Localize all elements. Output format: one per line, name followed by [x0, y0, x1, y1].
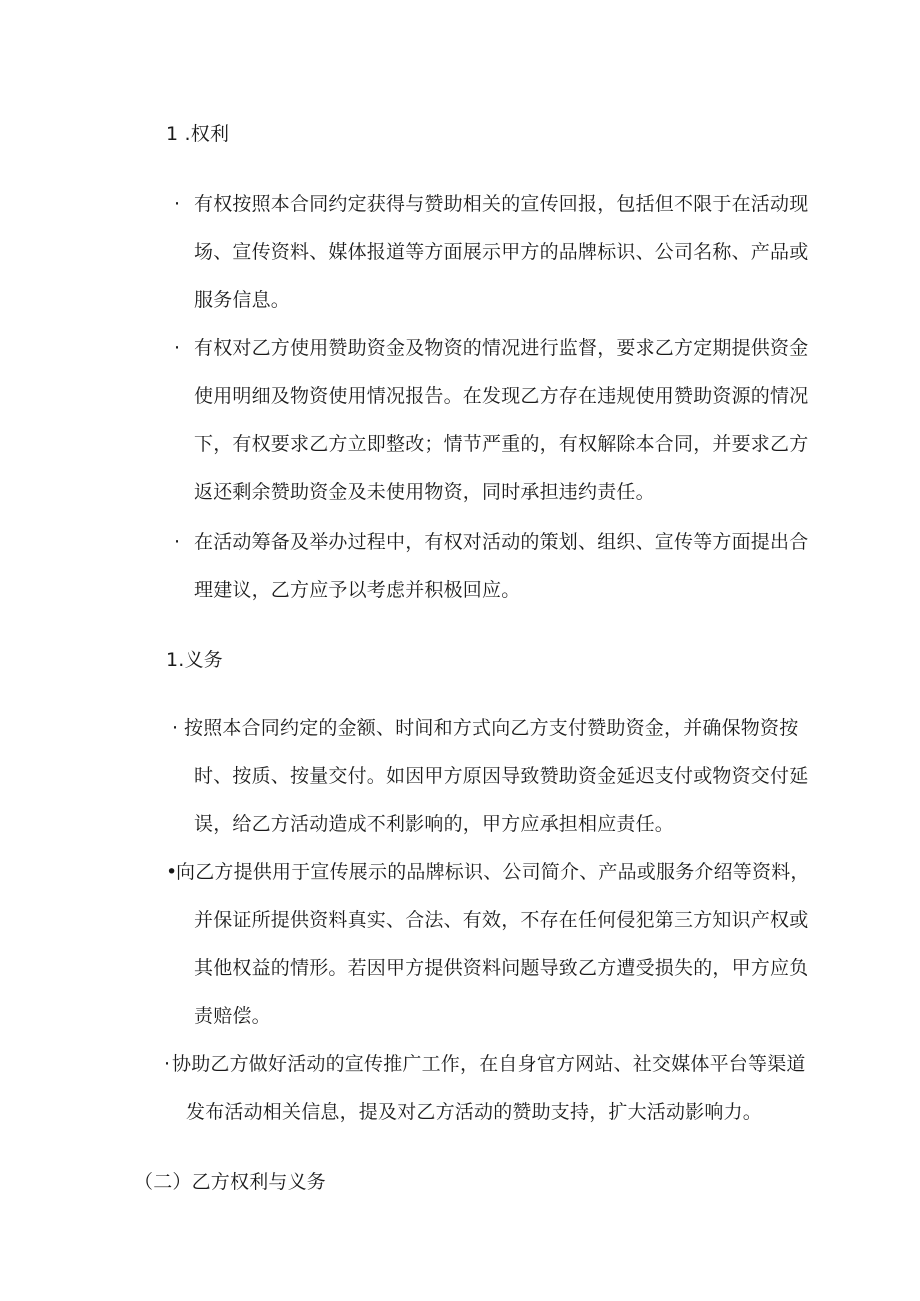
paragraph-line: 责赔偿。	[194, 1005, 271, 1027]
section-heading-party-b: （二）乙方权利与义务	[134, 1171, 327, 1193]
bullet-marker: ·	[174, 531, 181, 553]
paragraph-line: 向乙方提供用于宣传展示的品牌标识、公司简介、产品或服务介绍等资料，	[176, 861, 810, 883]
paragraph-line: 协助乙方做好活动的宣传推广工作，在自身官方网站、社交媒体平台等渠道	[172, 1053, 806, 1075]
paragraph-line: 下，有权要求乙方立即整改；情节严重的，有权解除本合同，并要求乙方	[194, 433, 809, 455]
paragraph-line: 时、按质、按量交付。如因甲方原因导致赞助资金延迟支付或物资交付延	[194, 765, 809, 787]
paragraph-line: 场、宣传资料、媒体报道等方面展示甲方的品牌标识、公司名称、产品或	[194, 241, 809, 263]
section-heading-rights: 1 .权利	[166, 123, 230, 145]
paragraph-line: 理建议，乙方应予以考虑并积极回应。	[194, 579, 521, 601]
paragraph-line: 返还剩余赞助资金及未使用物资，同时承担违约责任。	[194, 481, 655, 503]
paragraph-line: 有权对乙方使用赞助资金及物资的情况进行监督，要求乙方定期提供资金	[194, 337, 809, 359]
paragraph-line: 发布活动相关信息，提及对乙方活动的赞助支持，扩大活动影响力。	[186, 1101, 763, 1123]
paragraph-line: 在活动筹备及举办过程中，有权对活动的策划、组织、宣传等方面提出合	[194, 531, 809, 553]
bullet-marker: ·	[172, 717, 179, 739]
paragraph-line: 误，给乙方活动造成不利影响的，甲方应承担相应责任。	[194, 813, 675, 835]
paragraph-line: 按照本合同约定的金额、时间和方式向乙方支付赞助资金，并确保物资按	[184, 717, 799, 739]
section-heading-obligations: 1.义务	[166, 649, 223, 671]
bullet-marker: ·	[164, 1053, 171, 1075]
bullet-marker: ·	[174, 337, 181, 359]
bullet-marker: ·	[174, 193, 181, 215]
paragraph-line: 服务信息。	[194, 289, 291, 311]
paragraph-line: 使用明细及物资使用情况报告。在发现乙方存在违规使用赞助资源的情况	[194, 385, 809, 407]
bullet-marker: •	[166, 861, 178, 883]
paragraph-line: 并保证所提供资料真实、合法、有效，不存在任何侵犯第三方知识产权或	[194, 909, 809, 931]
paragraph-line: 其他权益的情形。若因甲方提供资料问题导致乙方遭受损失的，甲方应负	[194, 957, 809, 979]
paragraph-line: 有权按照本合同约定获得与赞助相关的宣传回报，包括但不限于在活动现	[194, 193, 809, 215]
